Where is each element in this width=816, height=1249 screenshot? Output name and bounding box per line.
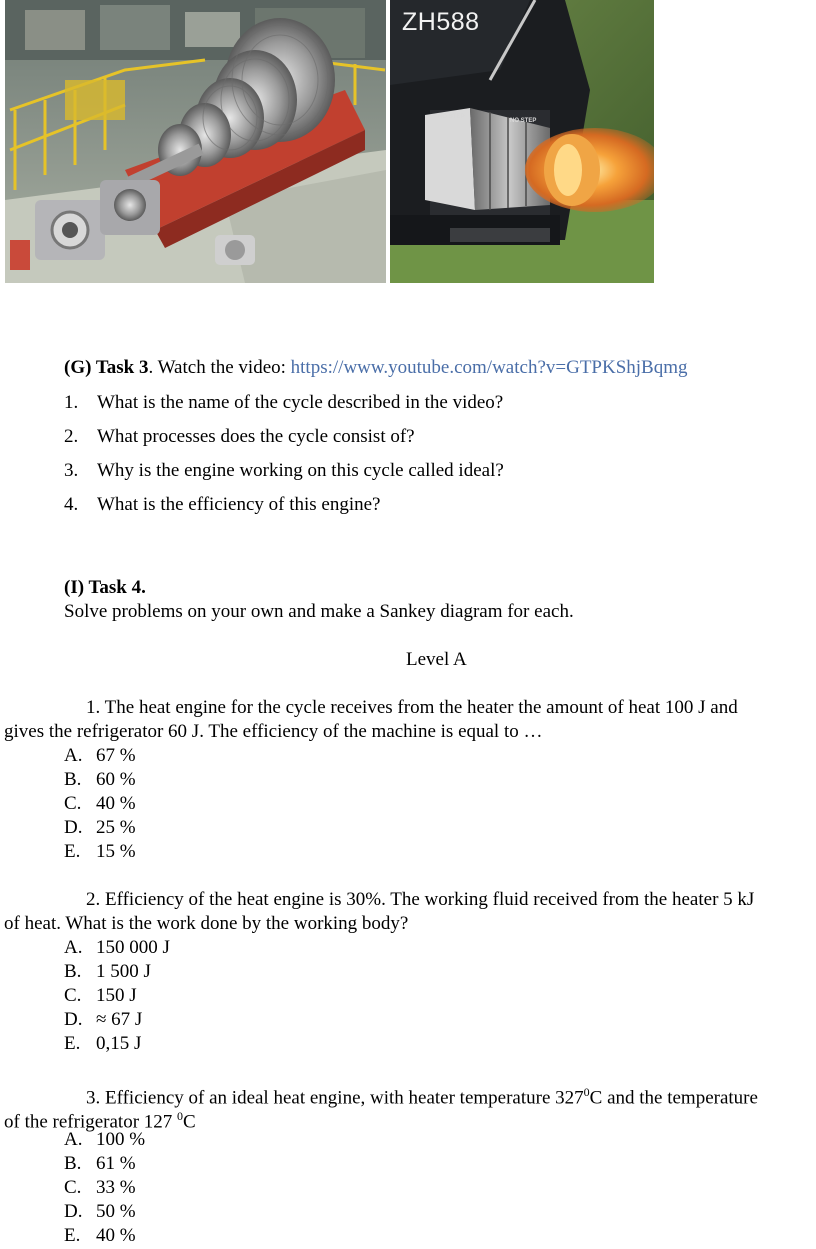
problem-1-option-c xyxy=(64,792,136,816)
problem-2-option-a xyxy=(64,936,170,960)
question-text: What is the efficiency of this engine? xyxy=(97,494,381,515)
problem-1-option-e xyxy=(64,840,136,864)
option-text: 150 000 J xyxy=(96,937,170,958)
task4-instructions: Solve problems on your own and make a Sankey diagram for each. xyxy=(64,601,574,622)
problem-2-line-1: 2. Efficiency of the heat engine is 30%. The working fluid received from the heater 5 kJ xyxy=(86,889,755,910)
no-step-label-1: NO STEP xyxy=(438,114,465,120)
option-letter: E. xyxy=(64,1033,81,1054)
option-letter: B. xyxy=(64,769,82,790)
problem-1-option-a xyxy=(64,744,136,768)
question-number: 3. xyxy=(64,460,79,481)
option-text: 0,15 J xyxy=(96,1033,142,1054)
steam-turbine-illustration xyxy=(5,0,386,283)
option-letter: E. xyxy=(64,841,81,862)
option-text: 150 J xyxy=(96,985,137,1006)
problem-1-line-2: gives the refrigerator 60 J. The efficiency of the machine is equal to … xyxy=(4,721,543,742)
problem-3-option-e xyxy=(64,1224,136,1248)
problem-3-option-c xyxy=(64,1176,136,1200)
question-text: What processes does the cycle consist of? xyxy=(97,426,415,447)
problem-3-text-b: C and the temperature xyxy=(589,1087,758,1109)
problem-3-text-d: C xyxy=(183,1111,196,1133)
option-letter: B. xyxy=(64,1153,82,1174)
option-text: 61 % xyxy=(96,1153,136,1174)
problem-2-option-b xyxy=(64,960,151,984)
problem-2-option-c xyxy=(64,984,137,1008)
option-text: ≈ 67 J xyxy=(96,1009,143,1030)
degree-superscript: 0 xyxy=(583,1085,590,1099)
task3-prefix: (G) xyxy=(64,357,96,378)
option-letter: C. xyxy=(64,1177,82,1198)
option-letter: B. xyxy=(64,961,82,982)
option-text: 40 % xyxy=(96,1225,136,1246)
task3-question-1 xyxy=(64,391,504,415)
steam-turbine-photo xyxy=(5,0,386,283)
option-text: 40 % xyxy=(96,793,136,814)
option-text: 15 % xyxy=(96,841,136,862)
task3-question-3 xyxy=(64,459,504,483)
option-letter: E. xyxy=(64,1225,81,1246)
tail-code-text: ZH588 xyxy=(402,8,480,36)
problem-2-line-2: of heat. What is the work done by the working body? xyxy=(4,913,409,934)
no-step-label-2: NO STEP xyxy=(510,118,537,124)
degree-superscript: 0 xyxy=(177,1109,184,1123)
option-letter: A. xyxy=(64,745,83,766)
option-letter: D. xyxy=(64,1009,83,1030)
video-link[interactable]: https://www.youtube.com/watch?v=GTPKShjBqmg xyxy=(290,357,688,378)
option-text: 50 % xyxy=(96,1201,136,1222)
task3-label: Task 3 xyxy=(95,357,149,378)
task3-question-2 xyxy=(64,425,415,449)
option-letter: A. xyxy=(64,937,83,958)
question-number: 4. xyxy=(64,494,79,515)
level-heading: Level A xyxy=(406,649,467,670)
problem-3-option-b xyxy=(64,1152,136,1176)
option-text: 33 % xyxy=(96,1177,136,1198)
option-text: 25 % xyxy=(96,817,136,838)
problem-1-line-1: 1. The heat engine for the cycle receives from the heater the amount of heat 100 J and xyxy=(86,697,738,718)
option-letter: C. xyxy=(64,793,82,814)
question-text: What is the name of the cycle described in the video? xyxy=(97,392,504,413)
option-letter: D. xyxy=(64,817,83,838)
task3-heading xyxy=(64,356,688,380)
option-text: 1 500 J xyxy=(96,961,151,982)
problem-1-option-b xyxy=(64,768,136,792)
problem-2-option-e xyxy=(64,1032,142,1056)
jet-engine-photo xyxy=(390,0,654,283)
problem-1-option-d xyxy=(64,816,136,840)
option-letter: A. xyxy=(64,1129,83,1150)
problem-3-text-a: 3. Efficiency of an ideal heat engine, with heater temperature 327 xyxy=(86,1087,584,1109)
question-number: 1. xyxy=(64,392,79,413)
task3-intro: . Watch the video: xyxy=(148,357,291,378)
task3-question-4 xyxy=(64,493,381,517)
option-letter: D. xyxy=(64,1201,83,1222)
jet-engine-illustration xyxy=(390,0,654,283)
option-text: 60 % xyxy=(96,769,136,790)
problem-3-option-a xyxy=(64,1128,146,1152)
option-letter: C. xyxy=(64,985,82,1006)
problem-3-option-d xyxy=(64,1200,136,1224)
question-number: 2. xyxy=(64,426,79,447)
question-text: Why is the engine working on this cycle called ideal? xyxy=(97,460,504,481)
problem-3-text-c: of the refrigerator 127 xyxy=(4,1111,178,1133)
option-text: 67 % xyxy=(96,745,136,766)
option-text: 100 % xyxy=(96,1129,146,1150)
task4-heading: (I) Task 4. xyxy=(64,577,146,598)
problem-2-option-d xyxy=(64,1008,143,1032)
